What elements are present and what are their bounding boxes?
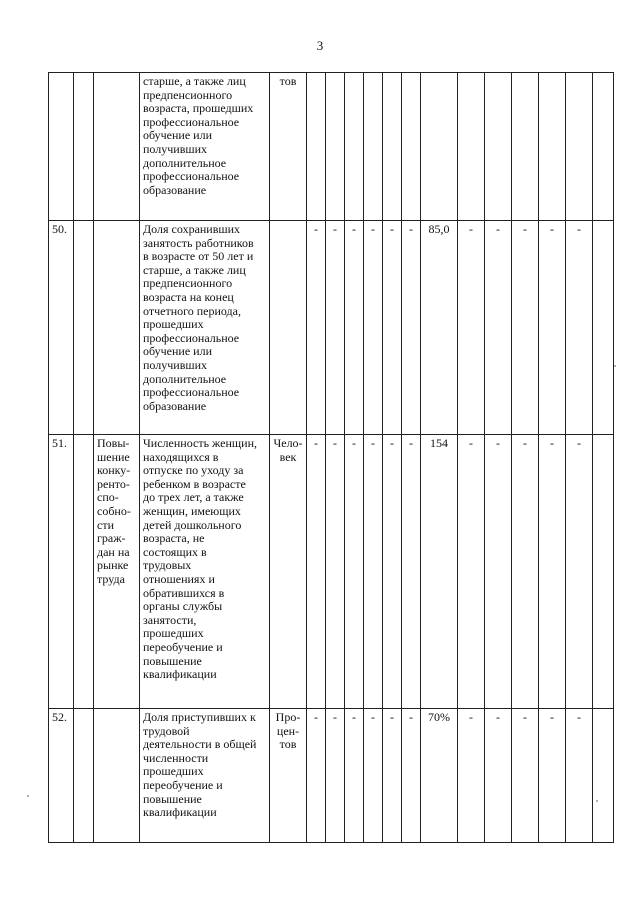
text-line: возраста, прошедших [143, 101, 254, 116]
value-cell [512, 73, 539, 221]
text-line: повышение [143, 653, 202, 668]
value-cell [307, 73, 326, 221]
value-cell [485, 73, 512, 221]
text-line: тов [279, 737, 297, 752]
text-line: прошедших [143, 764, 204, 779]
text-line: Численность женщин, [143, 436, 258, 450]
value-cell: - [326, 221, 345, 435]
text-line: цен- [276, 723, 300, 738]
empty-cell [74, 221, 94, 435]
value-cell [539, 73, 566, 221]
value-cell [421, 73, 458, 221]
text-line: граж- [97, 531, 126, 546]
table-row [49, 709, 614, 843]
text-line: профессиональное [143, 114, 240, 129]
value-cell: - [485, 709, 512, 843]
value-cell [593, 221, 614, 435]
text-line: обратившихся в [143, 585, 225, 600]
value-cell [593, 73, 614, 221]
text-line: состоящих в [143, 544, 207, 559]
value-cell: - [512, 435, 539, 709]
value-cell [364, 73, 383, 221]
value-cell [345, 73, 364, 221]
value-cell: - [539, 221, 566, 435]
text-line: ребенком в возрасте [143, 476, 246, 491]
text-line: отпуске по уходу за [143, 463, 244, 478]
text-line: предпенсионного [143, 276, 233, 291]
text-line: находящихся в [143, 449, 219, 464]
value-cell: - [458, 709, 485, 843]
row-number: 52. [49, 709, 74, 843]
text-line: шение [97, 449, 130, 464]
scan-speck [614, 365, 616, 367]
value-cell [566, 73, 593, 221]
value-cell: - [485, 435, 512, 709]
row-number [49, 73, 74, 221]
value-cell: - [539, 709, 566, 843]
empty-cell [74, 435, 94, 709]
text-line: профессиональное [143, 385, 240, 400]
text-line: Доля сохранивших [143, 222, 241, 236]
category-cell [94, 221, 140, 435]
text-line: отчетного периода, [143, 303, 241, 318]
value-cell: - [307, 435, 326, 709]
value-cell [383, 73, 402, 221]
value-cell: - [485, 221, 512, 435]
indicator-cell [140, 221, 270, 435]
text-line: численности [143, 750, 209, 765]
value-cell: - [326, 435, 345, 709]
value-cell: - [307, 709, 326, 843]
text-line: трудовой [143, 723, 190, 738]
value-cell: - [345, 709, 364, 843]
value-cell: - [512, 221, 539, 435]
value-cell: - [566, 221, 593, 435]
text-line: повышение [143, 791, 202, 806]
text-line: обучение или [143, 128, 213, 143]
text-line: квалификации [143, 667, 217, 682]
value-cell: - [364, 709, 383, 843]
text-line: сти [97, 517, 114, 532]
text-line: в возрасте от 50 лет и [143, 249, 254, 264]
scan-speck [596, 800, 598, 802]
value-cell: 85,0 [421, 221, 458, 435]
value-cell: - [512, 709, 539, 843]
text-line: конку- [97, 463, 131, 478]
text-line: дополнительное [143, 155, 227, 170]
value-cell: - [402, 709, 421, 843]
value-cell: - [345, 221, 364, 435]
row-number: 51. [49, 435, 74, 709]
text-line: Про- [275, 710, 301, 724]
unit-cell [270, 435, 307, 709]
empty-cell [74, 709, 94, 843]
text-line: профессиональное [143, 330, 240, 345]
text-line: образование [143, 398, 207, 413]
value-cell [593, 435, 614, 709]
text-line: дан на [97, 544, 130, 559]
text-line: переобучение и [143, 777, 223, 792]
value-cell: - [307, 221, 326, 435]
unit-cell [270, 221, 307, 435]
table-row [49, 435, 614, 709]
text-line: возраста, не [143, 531, 205, 546]
text-line: обучение или [143, 344, 213, 359]
indicators-table [48, 72, 614, 843]
text-line: возраста на конец [143, 289, 234, 304]
row-number: 50. [49, 221, 74, 435]
text-line: рынке [97, 558, 129, 573]
value-cell: - [402, 435, 421, 709]
scan-speck [27, 795, 29, 797]
text-line: прошедших [143, 626, 204, 641]
indicator-cell [140, 73, 270, 221]
text-line: детей дошкольного [143, 517, 242, 532]
text-line: квалификации [143, 805, 217, 820]
text-line: образование [143, 182, 207, 197]
value-cell [402, 73, 421, 221]
page-number: 3 [316, 38, 324, 53]
text-line: занятость работников [143, 235, 254, 250]
text-line: век [279, 449, 297, 464]
value-cell: - [402, 221, 421, 435]
text-line: Доля приступивших к [143, 710, 256, 724]
value-cell: - [364, 221, 383, 435]
value-cell: - [383, 221, 402, 435]
value-cell: - [539, 435, 566, 709]
text-line: предпенсионного [143, 87, 233, 102]
value-cell: - [364, 435, 383, 709]
value-cell [458, 73, 485, 221]
text-line: деятельности в общей [143, 737, 257, 752]
indicator-cell [140, 435, 270, 709]
value-cell: - [566, 435, 593, 709]
value-cell: - [458, 435, 485, 709]
value-cell [593, 709, 614, 843]
value-cell: - [383, 435, 402, 709]
text-line: старше, а также лиц [143, 262, 246, 277]
indicator-cell [140, 709, 270, 843]
category-cell [94, 709, 140, 843]
text-line: дополнительное [143, 371, 227, 386]
text-line: получивших [143, 141, 208, 156]
text-line: спо- [97, 490, 119, 505]
category-cell [94, 435, 140, 709]
text-line: старше, а также лиц [143, 74, 246, 88]
text-line: женщин, имеющих [143, 503, 241, 518]
value-cell: - [566, 709, 593, 843]
text-line: труда [97, 571, 125, 586]
text-line: собно- [97, 503, 131, 518]
table-row [49, 221, 614, 435]
unit-cell [270, 73, 307, 221]
empty-cell [74, 73, 94, 221]
value-cell: - [345, 435, 364, 709]
text-line: трудовых [143, 558, 192, 573]
text-line: Повы- [97, 436, 130, 450]
text-line: ренто- [97, 476, 130, 491]
text-line: Чело- [273, 436, 303, 450]
value-cell [326, 73, 345, 221]
text-line: до трех лет, а также [143, 490, 244, 505]
value-cell: 70% [421, 709, 458, 843]
value-cell: - [383, 709, 402, 843]
text-line: переобучение и [143, 639, 223, 654]
text-line: органы службы [143, 599, 223, 614]
text-line: профессиональное [143, 169, 240, 184]
table-row [49, 73, 614, 221]
value-cell: 154 [421, 435, 458, 709]
text-line: тов [279, 74, 297, 88]
text-line: получивших [143, 357, 208, 372]
text-line: отношениях и [143, 571, 215, 586]
text-line: занятости, [143, 612, 197, 627]
value-cell: - [326, 709, 345, 843]
value-cell: - [458, 221, 485, 435]
category-cell [94, 73, 140, 221]
unit-cell [270, 709, 307, 843]
text-line: прошедших [143, 317, 204, 332]
